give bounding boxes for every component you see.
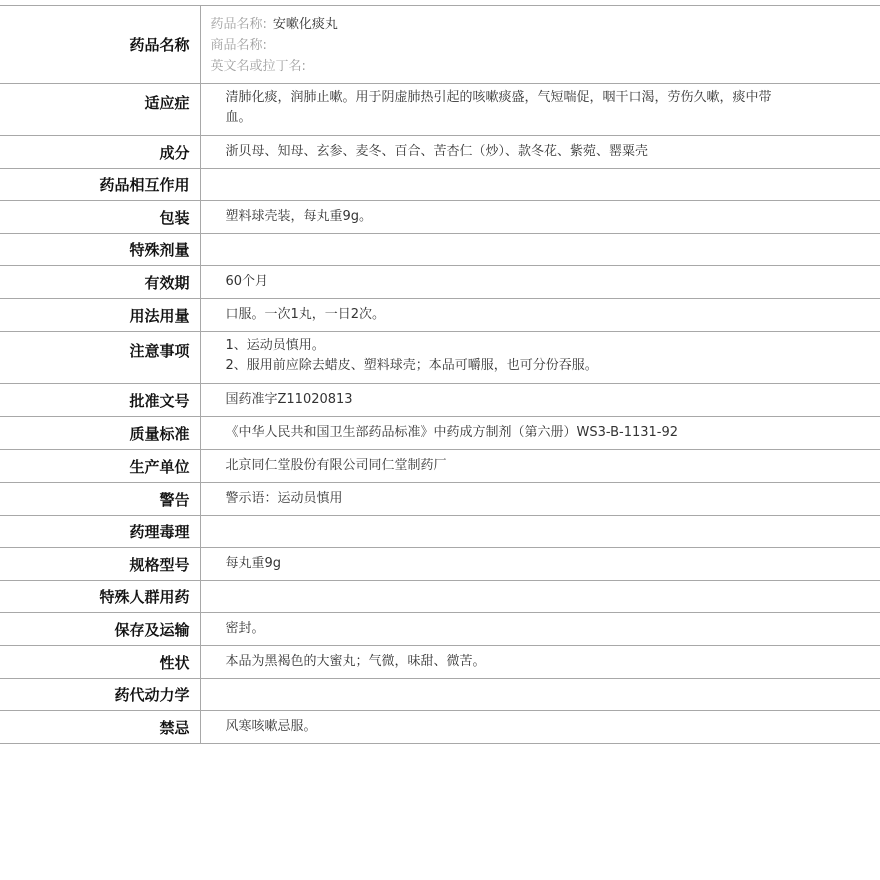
- pharmacokinetics-value: [200, 679, 880, 711]
- trade-name-line: [211, 35, 871, 56]
- row-warning: [0, 483, 880, 516]
- english-name-line: [211, 56, 871, 77]
- row-contraindications: [0, 711, 880, 744]
- row-description: [0, 646, 880, 679]
- generic-name-line: [211, 14, 871, 35]
- ingredients-value: 浙贝母、知母、玄参、麦冬、百合、苦杏仁（炒）、款冬花、紫菀、罂粟壳: [225, 144, 649, 159]
- usage-value: 口服。一次1丸，一日2次。: [225, 307, 386, 322]
- approval-label: 批准文号: [0, 384, 200, 417]
- row-ingredients: [0, 136, 880, 169]
- indications-value: 清肺化痰，润肺止嗽。用于阴虚肺热引起的咳嗽痰盛，气短喘促，咽干口渴，劳伤久嗽，痰中带血。: [225, 90, 772, 125]
- row-special-population: [0, 581, 880, 613]
- row-indications: [0, 84, 880, 136]
- warning-value: 警示语：运动员慎用: [225, 491, 343, 506]
- row-approval: [0, 384, 880, 417]
- row-packaging: [0, 201, 880, 234]
- drug-names-label: 药品名称: [0, 6, 200, 84]
- precaution-item: 2、服用前应除去蜡皮、塑料球壳；本品可嚼服，也可分份吞服。: [225, 358, 598, 373]
- english-name-key: 英文名或拉丁名:: [210, 59, 306, 74]
- row-usage: [0, 299, 880, 332]
- indications-label: 适应症: [0, 84, 200, 136]
- row-pharmacology: [0, 516, 880, 548]
- row-storage: [0, 613, 880, 646]
- interactions-label: 药品相互作用: [0, 169, 200, 201]
- row-specification: [0, 548, 880, 581]
- row-standard: [0, 417, 880, 450]
- warning-label: 警告: [0, 483, 200, 516]
- special-dosage-label: 特殊剂量: [0, 234, 200, 266]
- special-dosage-value: [200, 234, 880, 266]
- pharmacology-label: 药理毒理: [0, 516, 200, 548]
- precaution-item: 1、运动员慎用。: [225, 338, 325, 353]
- row-shelf-life: [0, 266, 880, 299]
- row-pharmacokinetics: [0, 679, 880, 711]
- storage-label: 保存及运输: [0, 613, 200, 646]
- specification-value: 每丸重9g: [225, 556, 282, 571]
- precautions-label: 注意事项: [0, 332, 200, 384]
- manufacturer-label: 生产单位: [0, 450, 200, 483]
- pharmacology-value: [200, 516, 880, 548]
- shelf-life-label: 有效期: [0, 266, 200, 299]
- generic-name-value: 安嗽化痰丸: [272, 17, 338, 32]
- packaging-value: 塑料球壳装，每丸重9g。: [225, 209, 373, 224]
- ingredients-label: 成分: [0, 136, 200, 169]
- row-interactions: [0, 169, 880, 201]
- standard-value: 《中华人民共和国卫生部药品标准》中药成方制剂（第六册）WS3-B-1131-92: [225, 425, 679, 440]
- manufacturer-value: 北京同仁堂股份有限公司同仁堂制药厂: [225, 458, 447, 473]
- generic-name-key: 药品名称:: [210, 17, 267, 32]
- special-population-value: [200, 581, 880, 613]
- row-precautions: [0, 332, 880, 384]
- special-population-label: 特殊人群用药: [0, 581, 200, 613]
- approval-value: 国药准字Z11020813: [225, 392, 353, 407]
- usage-label: 用法用量: [0, 299, 200, 332]
- interactions-value: [200, 169, 880, 201]
- shelf-life-value: 60个月: [225, 274, 269, 289]
- trade-name-key: 商品名称:: [210, 38, 267, 53]
- row-drug-names: [0, 6, 880, 84]
- precautions-value: [200, 332, 880, 384]
- row-special-dosage: [0, 234, 880, 266]
- contraindications-label: 禁忌: [0, 711, 200, 744]
- description-label: 性状: [0, 646, 200, 679]
- packaging-label: 包装: [0, 201, 200, 234]
- row-manufacturer: [0, 450, 880, 483]
- drug-info-table: [0, 5, 880, 744]
- standard-label: 质量标准: [0, 417, 200, 450]
- storage-value: 密封。: [225, 621, 265, 636]
- specification-label: 规格型号: [0, 548, 200, 581]
- description-value: 本品为黑褐色的大蜜丸；气微，味甜、微苦。: [225, 654, 486, 669]
- contraindications-value: 风寒咳嗽忌服。: [225, 719, 317, 734]
- drug-names-value: [200, 6, 880, 84]
- pharmacokinetics-label: 药代动力学: [0, 679, 200, 711]
